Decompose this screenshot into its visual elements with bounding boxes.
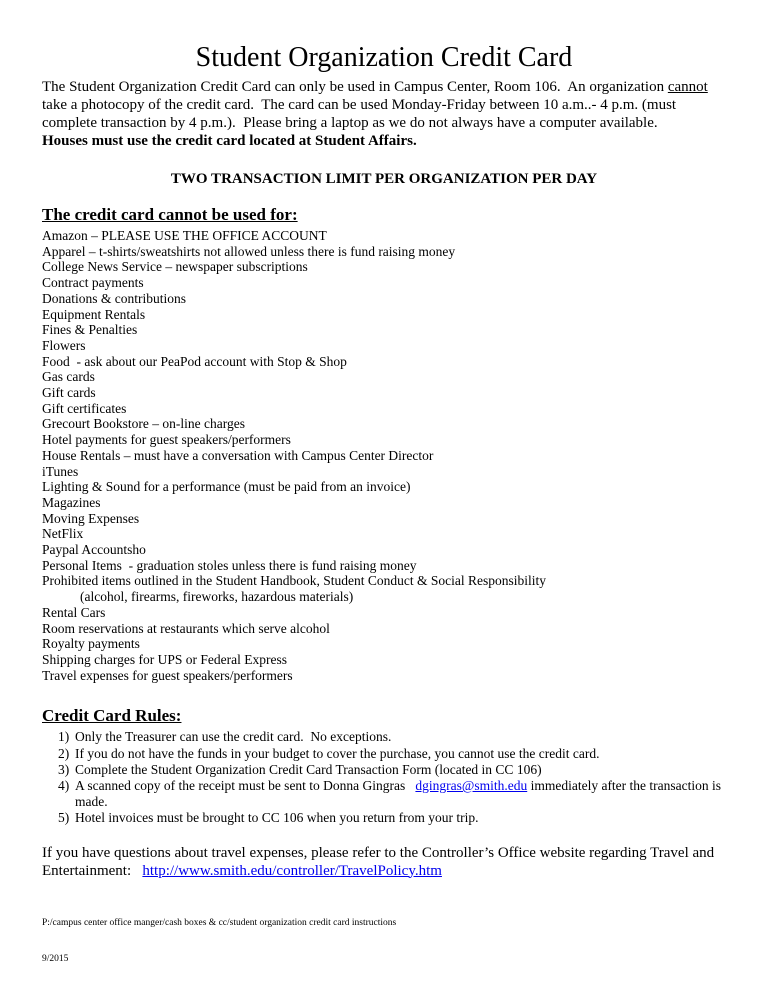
intro-text-before: The Student Organization Credit Card can only be used in Campus Center, Room 106. An organization bbox=[42, 79, 668, 95]
prohibited-item: Flowers bbox=[42, 337, 86, 353]
intro-text-after: take a photocopy of the credit card. The card can be used Monday-Friday between 10 a.m..- 4 p.m. (must complete transaction by 4 p.m.). Please bring a laptop as we do not always have a computer available. bbox=[42, 79, 712, 131]
rule-text: Hotel invoices must be brought to CC 106 when you return from your trip. bbox=[75, 810, 479, 826]
prohibited-item: Royalty payments bbox=[42, 636, 140, 652]
footer-date: 9/2015 bbox=[42, 953, 69, 964]
rule-text: Only the Treasurer can use the credit card. No exceptions. bbox=[75, 729, 392, 745]
rule-item bbox=[58, 729, 726, 745]
rule-item bbox=[58, 746, 726, 762]
document-footer bbox=[42, 893, 726, 989]
transaction-limit-banner: TWO TRANSACTION LIMIT PER ORGANIZATION PER DAY bbox=[170, 171, 598, 187]
prohibited-heading: The credit card cannot be used for: bbox=[42, 205, 298, 224]
travel-text: If you have questions about travel expenses, please refer to the Controller’s Office website regarding Travel and Entertainment: bbox=[42, 844, 718, 879]
travel-policy-link[interactable]: http://www.smith.edu/controller/TravelPolicy.htm bbox=[142, 862, 442, 879]
prohibited-item: Hotel payments for guest speakers/performers bbox=[42, 432, 291, 448]
rule-number: 5) bbox=[58, 810, 70, 826]
prohibited-item: NetFlix bbox=[42, 526, 84, 542]
prohibited-item: House Rentals – must have a conversation with Campus Center Director bbox=[42, 447, 434, 463]
prohibited-item: College News Service – newspaper subscriptions bbox=[42, 259, 308, 275]
rule-number: 3) bbox=[58, 761, 70, 777]
prohibited-item: Gas cards bbox=[42, 369, 95, 385]
prohibited-item: Contract payments bbox=[42, 275, 144, 291]
prohibited-item: iTunes bbox=[42, 463, 79, 479]
prohibited-item: Grecourt Bookstore – on-line charges bbox=[42, 416, 245, 432]
rule-text: Complete the Student Organization Credit Card Transaction Form (located in CC 106) bbox=[75, 761, 542, 777]
travel-paragraph bbox=[42, 844, 726, 880]
underlined-word-cannot: cannot bbox=[667, 79, 708, 95]
prohibited-item: Food - ask about our PeaPod account with Stop & Shop bbox=[42, 353, 347, 369]
rule-text: If you do not have the funds in your budget to cover the purchase, you cannot use the credit card. bbox=[75, 745, 600, 761]
rules-list bbox=[42, 729, 726, 826]
prohibited-item: Magazines bbox=[42, 494, 101, 510]
rule-number: 4) bbox=[58, 778, 70, 793]
rules-heading: Credit Card Rules: bbox=[42, 706, 182, 726]
prohibited-item: Shipping charges for UPS or Federal Express bbox=[42, 651, 287, 667]
rule-text-after: immediately after the transaction is made. bbox=[75, 778, 725, 810]
intro-paragraph bbox=[42, 78, 726, 132]
rule-number: 1) bbox=[58, 729, 70, 745]
prohibited-item: Fines & Penalties bbox=[42, 322, 138, 338]
rule-number: 2) bbox=[58, 745, 70, 761]
rule-item bbox=[58, 810, 726, 826]
document-title: Student Organization Credit Card bbox=[195, 42, 573, 73]
prohibited-item: Rental Cars bbox=[42, 604, 106, 620]
prohibited-item: Amazon – PLEASE USE THE OFFICE ACCOUNT bbox=[42, 228, 327, 243]
prohibited-item: Apparel – t-shirts/sweatshirts not allowed unless there is fund raising money bbox=[42, 243, 456, 259]
prohibited-item: Travel expenses for guest speakers/performers bbox=[42, 667, 293, 683]
prohibited-item: Moving Expenses bbox=[42, 510, 140, 526]
email-link[interactable]: dgingras@smith.edu bbox=[415, 778, 528, 793]
prohibited-item: Personal Items - graduation stoles unless there is fund raising money bbox=[42, 557, 417, 573]
prohibited-item: Equipment Rentals bbox=[42, 306, 146, 322]
houses-notice: Houses must use the credit card located at Student Affairs. bbox=[42, 133, 417, 149]
prohibited-item: Lighting & Sound for a performance (must be paid from an invoice) bbox=[42, 479, 411, 495]
rule-item bbox=[58, 778, 726, 810]
rule-item bbox=[58, 762, 726, 778]
prohibited-item: Gift certificates bbox=[42, 400, 127, 416]
footer-file-path: P:/campus center office manger/cash boxes & cc/student organization credit card instructions bbox=[42, 917, 397, 928]
rule-text bbox=[75, 778, 726, 810]
prohibited-item: Gift cards bbox=[42, 385, 96, 401]
prohibited-item: Prohibited items outlined in the Student Handbook, Student Conduct & Social Responsibility bbox=[42, 573, 546, 589]
prohibited-list bbox=[42, 228, 726, 683]
prohibited-item: Room reservations at restaurants which serve alcohol bbox=[42, 620, 330, 636]
prohibited-item: (alcohol, firearms, fireworks, hazardous materials) bbox=[80, 589, 354, 605]
prohibited-item: Paypal Accountsho bbox=[42, 542, 146, 558]
rule-text-before: A scanned copy of the receipt must be sent to Donna Gingras bbox=[75, 778, 416, 793]
prohibited-item: Donations & contributions bbox=[42, 290, 186, 306]
